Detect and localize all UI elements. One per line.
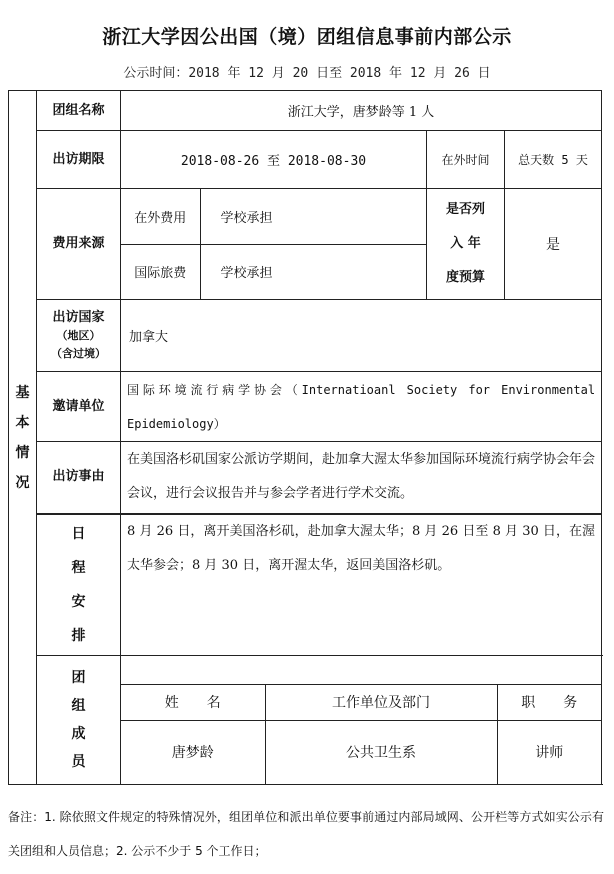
header-name: 姓 名	[121, 685, 265, 721]
member-name: 唐梦龄	[121, 720, 265, 784]
schedule-section-label	[37, 514, 121, 656]
country-label: 出访国家	[52, 309, 105, 325]
footnote: 备注：1. 除依照文件规定的特殊情况外，组团单位和派出单位要事前通过内部局域网、公开栏等方式如实公示有关团组和人员信息；2. 公示不少于 5 个工作日；	[8, 810, 604, 858]
travel-cost-value: 学校承担	[200, 244, 426, 299]
members-cell	[121, 656, 602, 785]
abroad-time-label: 在外时间	[427, 131, 505, 189]
funding-row	[9, 189, 602, 300]
funding-detail-cell	[121, 189, 427, 300]
members-label-char: 组	[71, 698, 86, 714]
group-name-row	[9, 91, 602, 131]
inviter-value: 国际环境流行病学协会（Internatioanl Society for Environmental Epidemiology）	[121, 372, 602, 442]
period-row	[9, 131, 602, 189]
budget-label-line: 度预算	[445, 270, 485, 285]
schedule-row	[9, 514, 602, 656]
inviter-row	[9, 372, 602, 442]
budget-label-line: 入 年	[450, 236, 481, 251]
group-name-value: 浙江大学，唐梦龄等 1 人	[121, 91, 602, 131]
header-position: 职 务	[497, 685, 601, 721]
basic-section-label	[9, 91, 37, 785]
country-sub-label-2: （含过境）	[51, 346, 106, 360]
abroad-time-value: 总天数 5 天	[505, 131, 602, 189]
members-label-char: 成	[71, 726, 86, 742]
schedule-label-char: 日	[71, 525, 86, 542]
inviter-label: 邀请单位	[37, 372, 121, 442]
member-position: 讲师	[497, 720, 601, 784]
abroad-cost-value: 学校承担	[200, 189, 426, 244]
members-table	[121, 684, 601, 784]
country-label-cell	[37, 300, 121, 372]
info-table	[8, 90, 602, 785]
basic-label-char: 情	[15, 444, 30, 461]
funding-label: 费用来源	[37, 189, 121, 300]
schedule-label-char: 排	[71, 627, 86, 644]
members-header-row	[121, 685, 601, 721]
basic-label-char: 况	[15, 474, 30, 491]
budget-label	[427, 189, 505, 300]
group-name-label: 团组名称	[37, 91, 121, 131]
members-row	[9, 656, 602, 785]
abroad-cost-label: 在外费用	[121, 189, 200, 244]
members-label-char: 团	[71, 670, 86, 686]
travel-cost-label: 国际旅费	[121, 244, 200, 299]
reason-row	[9, 442, 602, 514]
page-title: 浙江大学因公出国（境）团组信息事前内部公示	[102, 26, 512, 48]
budget-label-line: 是否列	[445, 202, 485, 217]
budget-value: 是	[505, 189, 602, 300]
period-value: 2018-08-26 至 2018-08-30	[121, 131, 427, 189]
period-label: 出访期限	[37, 131, 121, 189]
publish-time: 公示时间：2018 年 12 月 20 日至 2018 年 12 月 26 日	[123, 66, 491, 81]
reason-value: 在美国洛杉矶国家公派访学期间，赴加拿大渥太华参加国际环境流行病学协会年会会议，进行会议报告并与参会学者进行学术交流。	[121, 442, 602, 514]
members-label-char: 员	[71, 754, 86, 770]
schedule-label-char: 安	[71, 593, 86, 610]
member-unit: 公共卫生系	[265, 720, 497, 784]
reason-label: 出访事由	[37, 442, 121, 514]
country-value: 加拿大	[121, 300, 602, 372]
schedule-label-char: 程	[71, 559, 86, 576]
members-section-label	[37, 656, 121, 785]
header-unit: 工作单位及部门	[265, 685, 497, 721]
basic-label-char: 基	[15, 384, 30, 401]
basic-label-char: 本	[15, 414, 30, 431]
table-row	[121, 720, 601, 784]
schedule-text: 8 月 26 日，离开美国洛杉矶，赴加拿大渥太华；8 月 26 日至 8 月 30 日，在渥太华参会；8 月 30 日，离开渥太华，返回美国洛杉矶。	[121, 514, 602, 656]
country-sub-label: （地区）	[56, 328, 101, 342]
country-row	[9, 300, 602, 372]
funding-inner-table	[121, 189, 426, 299]
